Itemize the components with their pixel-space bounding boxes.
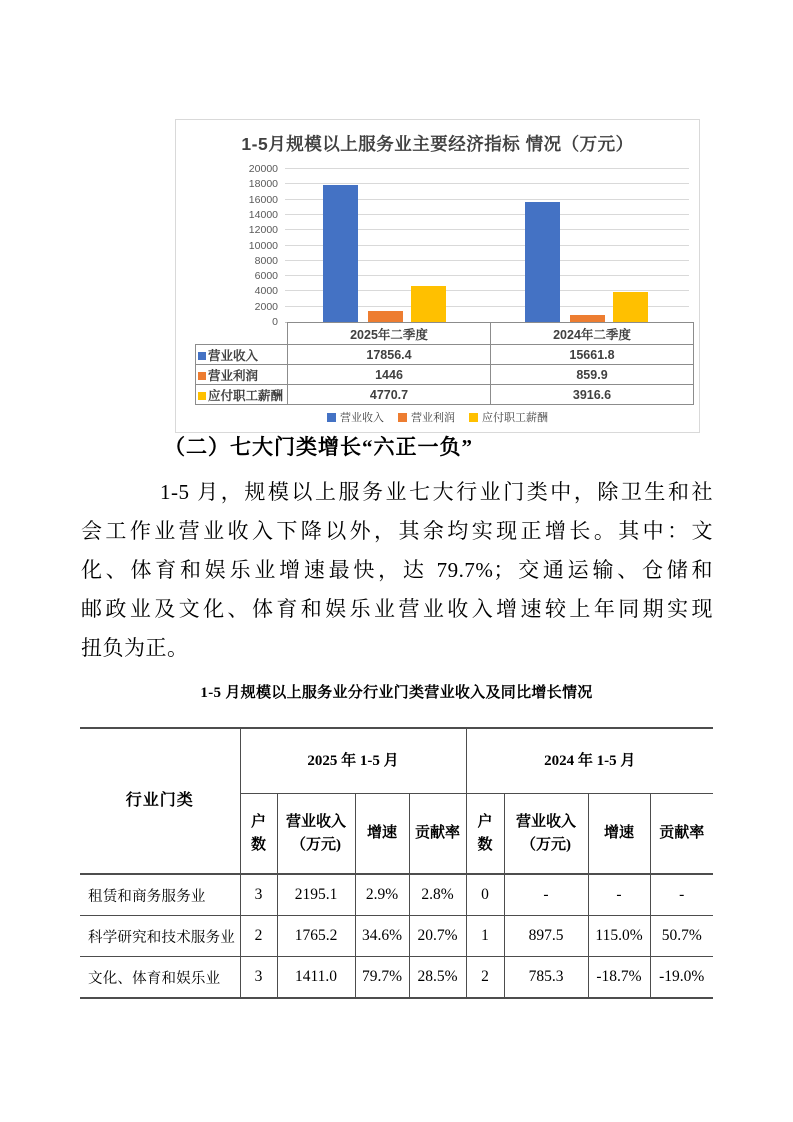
chart-table-series-label: 营业收入 — [196, 345, 288, 365]
chart-table-value: 1446 — [288, 365, 491, 385]
section-heading: （二）七大门类增长“六正一负” — [164, 435, 473, 459]
chart-table-series-label: 营业利润 — [196, 365, 288, 385]
cell: - — [650, 874, 713, 916]
chart-table-series-label: 应付职工薪酬 — [196, 385, 288, 405]
chart-title: 1-5月规模以上服务业主要经济指标 情况（万元） — [241, 134, 634, 154]
cell: 3 — [240, 957, 277, 999]
chart-table-corner — [196, 323, 288, 345]
group-header-2024: 2024 年 1-5 月 — [466, 728, 713, 794]
chart-table-value: 3916.6 — [491, 385, 694, 405]
cell: -19.0% — [650, 957, 713, 999]
col-header-growth-2025: 增速 — [355, 794, 409, 875]
col-header-revenue-2024: 营业收入（万元) — [504, 794, 588, 875]
legend-label: 应付职工薪酬 — [482, 412, 548, 424]
paragraph-line: 化、体育和娱乐业增速最快，达 79.7%；交通运输、仓储和 — [81, 558, 713, 582]
industry-table — [80, 727, 713, 999]
table-row — [80, 957, 713, 999]
cell: 2 — [240, 916, 277, 957]
legend-label: 营业收入 — [340, 412, 384, 424]
chart-table-category: 2025年二季度 — [288, 323, 491, 345]
y-axis-tick-label: 16000 — [248, 193, 278, 206]
gridline — [285, 168, 689, 169]
paragraph-line: 1-5 月，规模以上服务业七大行业门类中，除卫生和社 — [160, 480, 713, 504]
cell: 79.7% — [355, 957, 409, 999]
table-title: 1-5 月规模以上服务业分行业门类营业收入及同比增长情况 — [200, 685, 593, 701]
cell: 1 — [466, 916, 504, 957]
body-paragraph — [81, 473, 713, 668]
gridline — [285, 183, 689, 184]
cell: 2 — [466, 957, 504, 999]
legend-swatch — [398, 413, 407, 422]
bar-应付职工薪酬-2025年二季度 — [411, 286, 446, 322]
y-axis-tick-label: 14000 — [248, 208, 278, 221]
cell: 3 — [240, 874, 277, 916]
cell: 50.7% — [650, 916, 713, 957]
cell: 2195.1 — [277, 874, 355, 916]
col-header-growth-2024: 增速 — [588, 794, 650, 875]
legend-swatch — [198, 372, 206, 380]
col-header-industry: 行业门类 — [80, 728, 240, 874]
legend-item — [398, 409, 455, 425]
legend-item — [327, 409, 384, 425]
cell: 0 — [466, 874, 504, 916]
legend-swatch — [469, 413, 478, 422]
legend-swatch — [327, 413, 336, 422]
bar-营业收入-2024年二季度 — [525, 202, 560, 322]
y-axis-tick-label: 2000 — [254, 300, 278, 313]
y-axis-tick-label: 20000 — [248, 163, 278, 175]
cell: 785.3 — [504, 957, 588, 999]
chart-data-table — [195, 322, 694, 405]
y-axis-tick-label: 10000 — [248, 239, 278, 252]
bar-应付职工薪酬-2024年二季度 — [613, 292, 648, 322]
legend-swatch — [198, 352, 206, 360]
table-row — [80, 916, 713, 957]
cell: 2.9% — [355, 874, 409, 916]
y-axis-tick-label: 8000 — [254, 254, 278, 267]
bar-营业收入-2025年二季度 — [323, 185, 358, 322]
y-axis-tick-label: 4000 — [254, 285, 278, 298]
chart-table-value: 4770.7 — [288, 385, 491, 405]
group-header-2025: 2025 年 1-5 月 — [240, 728, 466, 794]
chart-table-category: 2024年二季度 — [491, 323, 694, 345]
table-row — [80, 874, 713, 916]
row-industry-name: 文化、体育和娱乐业 — [80, 957, 240, 999]
bar-营业利润-2024年二季度 — [570, 315, 605, 322]
paragraph-line: 会工作业营业收入下降以外，其余均实现正增长。其中：文 — [81, 519, 713, 543]
chart-table-value: 17856.4 — [288, 345, 491, 365]
col-header-contribution-2025: 贡献率 — [409, 794, 466, 875]
chart-figure — [175, 119, 700, 433]
legend-swatch — [198, 392, 206, 400]
col-header-count-2025: 户数 — [240, 794, 277, 875]
y-axis-tick-label: 0 — [272, 316, 278, 328]
chart-table-value: 859.9 — [491, 365, 694, 385]
chart-legend — [176, 409, 699, 425]
cell: - — [504, 874, 588, 916]
cell: 1765.2 — [277, 916, 355, 957]
col-header-revenue-2025: 营业收入（万元) — [277, 794, 355, 875]
legend-label: 营业利润 — [411, 412, 455, 424]
col-header-count-2024: 户数 — [466, 794, 504, 875]
y-axis-tick-label: 6000 — [254, 270, 278, 283]
bar-营业利润-2025年二季度 — [368, 311, 403, 322]
col-header-contribution-2024: 贡献率 — [650, 794, 713, 875]
row-industry-name: 租赁和商务服务业 — [80, 874, 240, 916]
y-axis-tick-label: 12000 — [248, 224, 278, 237]
cell: 1411.0 — [277, 957, 355, 999]
cell: 2.8% — [409, 874, 466, 916]
chart-plot-area — [248, 163, 689, 328]
legend-item — [469, 409, 548, 425]
cell: 897.5 — [504, 916, 588, 957]
cell: 20.7% — [409, 916, 466, 957]
chart-table-value: 15661.8 — [491, 345, 694, 365]
paragraph-line: 扭负为正。 — [81, 636, 189, 660]
cell: 28.5% — [409, 957, 466, 999]
cell: -18.7% — [588, 957, 650, 999]
paragraph-line: 邮政业及文化、体育和娱乐业营业收入增速较上年同期实现 — [81, 597, 713, 621]
row-industry-name: 科学研究和技术服务业 — [80, 916, 240, 957]
cell: - — [588, 874, 650, 916]
cell: 115.0% — [588, 916, 650, 957]
cell: 34.6% — [355, 916, 409, 957]
y-axis-tick-label: 18000 — [248, 178, 278, 191]
